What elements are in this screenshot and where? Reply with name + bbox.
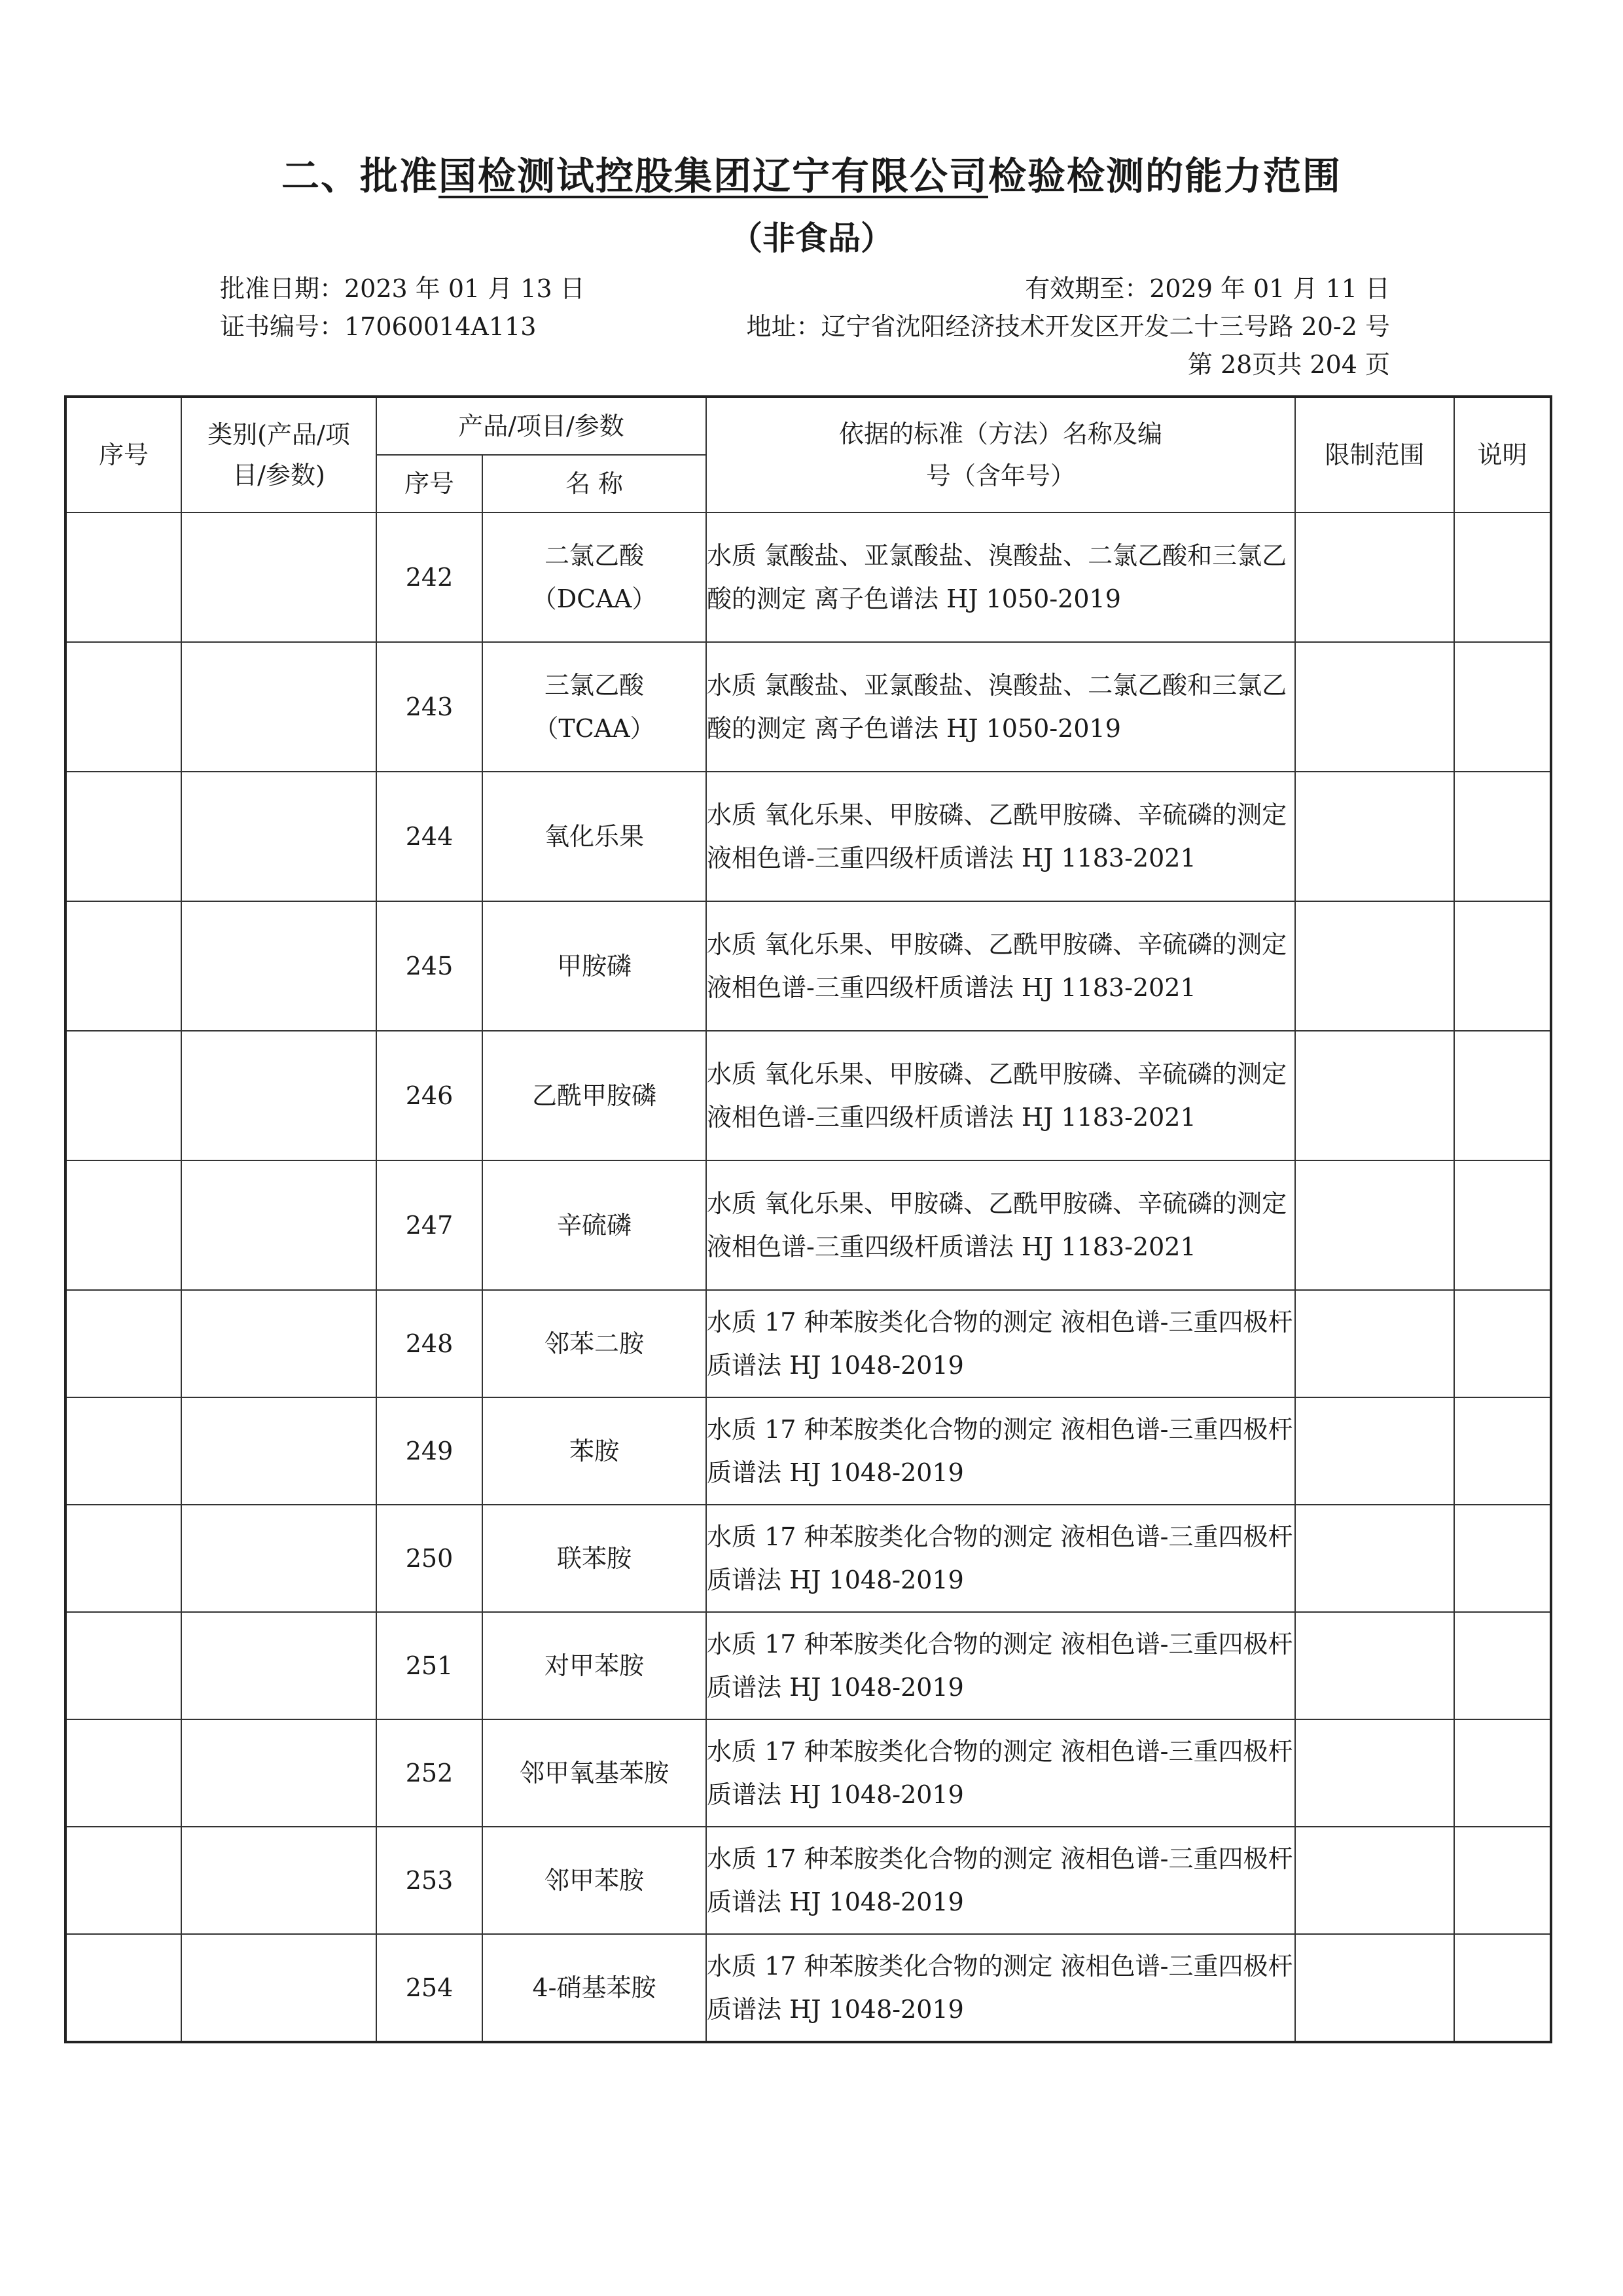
row-limit-cell [1295,1160,1454,1290]
row-limit-cell [1295,772,1454,901]
header-category-text: 类别(产品/项目/参数) [207,420,350,490]
row-item-name: 邻甲苯胺 [482,1827,706,1934]
row-category-cell [181,1612,376,1719]
row-note-cell [1454,1397,1551,1505]
header-note: 说明 [1454,397,1551,512]
row-item-name: 对甲苯胺 [482,1612,706,1719]
row-note-cell [1454,642,1551,772]
header-seq: 序号 [65,397,181,512]
row-item-name: 4-硝基苯胺 [482,1934,706,2042]
header-standard [706,397,1295,512]
row-standard: 水质 氧化乐果、甲胺磷、乙酰甲胺磷、辛硫磷的测定 液相色谱-三重四级杆质谱法 HJ 1183-2021 [706,1160,1295,1290]
row-limit-cell [1295,1505,1454,1612]
row-seq-cell [65,1031,181,1160]
row-item-name: 邻甲氧基苯胺 [482,1719,706,1827]
row-standard: 水质 氧化乐果、甲胺磷、乙酰甲胺磷、辛硫磷的测定 液相色谱-三重四级杆质谱法 HJ 1183-2021 [706,901,1295,1031]
row-item-name: 三氯乙酸（TCAA） [482,642,706,772]
table-row [65,1397,1551,1505]
row-item-number: 243 [376,642,482,772]
row-seq-cell [65,1505,181,1612]
row-standard: 水质 17 种苯胺类化合物的测定 液相色谱-三重四极杆质谱法 HJ 1048-2019 [706,1397,1295,1505]
row-limit-cell [1295,512,1454,642]
table-row [65,1031,1551,1160]
row-limit-cell [1295,1397,1454,1505]
row-note-cell [1454,1031,1551,1160]
row-item-number: 253 [376,1827,482,1934]
row-standard: 水质 17 种苯胺类化合物的测定 液相色谱-三重四极杆质谱法 HJ 1048-2019 [706,1719,1295,1827]
row-item-number: 245 [376,901,482,1031]
row-item-name: 联苯胺 [482,1505,706,1612]
row-note-cell [1454,512,1551,642]
row-seq-cell [65,512,181,642]
row-limit-cell [1295,1827,1454,1934]
row-note-cell [1454,772,1551,901]
row-category-cell [181,1719,376,1827]
row-seq-cell [65,1612,181,1719]
row-category-cell [181,901,376,1031]
row-item-name: 氧化乐果 [482,772,706,901]
row-seq-cell [65,772,181,901]
row-category-cell [181,512,376,642]
row-limit-cell [1295,1290,1454,1397]
row-standard: 水质 17 种苯胺类化合物的测定 液相色谱-三重四极杆质谱法 HJ 1048-2019 [706,1505,1295,1612]
address: 地址：辽宁省沈阳经济技术开发区开发二十三号路 20-2 号 [746,312,1390,341]
row-item-number: 254 [376,1934,482,2042]
row-seq-cell [65,1719,181,1827]
table-row [65,1290,1551,1397]
row-limit-cell [1295,1612,1454,1719]
row-standard: 水质 17 种苯胺类化合物的测定 液相色谱-三重四极杆质谱法 HJ 1048-2019 [706,1934,1295,2042]
row-item-number: 248 [376,1290,482,1397]
row-item-number: 242 [376,512,482,642]
row-seq-cell [65,1290,181,1397]
certificate-number: 证书编号：17060014A113 [220,312,537,341]
title-prefix: 二、批准 [281,154,438,198]
row-item-name: 乙酰甲胺磷 [482,1031,706,1160]
row-category-cell [181,1827,376,1934]
table-body [65,512,1551,2042]
row-item-name: 邻苯二胺 [482,1290,706,1397]
title-suffix: 检验检测的能力范围 [988,154,1342,198]
header-sub-seq: 序号 [376,455,482,512]
row-standard: 水质 17 种苯胺类化合物的测定 液相色谱-三重四极杆质谱法 HJ 1048-2019 [706,1612,1295,1719]
table-row [65,642,1551,772]
row-item-number: 251 [376,1612,482,1719]
table-row [65,1827,1551,1934]
row-seq-cell [65,642,181,772]
row-item-name: 甲胺磷 [482,901,706,1031]
row-category-cell [181,1934,376,2042]
header-sub-name: 名 称 [482,455,706,512]
row-note-cell [1454,1505,1551,1612]
header-limit: 限制范围 [1295,397,1454,512]
row-category-cell [181,1505,376,1612]
row-category-cell [181,642,376,772]
row-item-number: 249 [376,1397,482,1505]
page-title [0,145,1623,200]
capability-table [64,395,1552,2043]
table-row [65,1505,1551,1612]
row-item-number: 244 [376,772,482,901]
row-seq-cell [65,901,181,1031]
row-seq-cell [65,1934,181,2042]
table-row [65,1160,1551,1290]
row-note-cell [1454,1934,1551,2042]
row-seq-cell [65,1160,181,1290]
valid-until: 有效期至：2029 年 01 月 11 日 [1025,274,1390,303]
row-standard: 水质 17 种苯胺类化合物的测定 液相色谱-三重四极杆质谱法 HJ 1048-2019 [706,1827,1295,1934]
row-seq-cell [65,1827,181,1934]
row-category-cell [181,1290,376,1397]
table-row [65,1934,1551,2042]
row-item-name: 二氯乙酸（DCAA） [482,512,706,642]
table-row [65,1719,1551,1827]
row-category-cell [181,1031,376,1160]
table-row [65,901,1551,1031]
row-note-cell [1454,1612,1551,1719]
header-product-group: 产品/项目/参数 [376,397,706,455]
row-limit-cell [1295,1719,1454,1827]
row-note-cell [1454,1827,1551,1934]
title-org: 国检测试控股集团辽宁有限公司 [438,154,988,198]
row-standard: 水质 17 种苯胺类化合物的测定 液相色谱-三重四极杆质谱法 HJ 1048-2019 [706,1290,1295,1397]
table-row [65,772,1551,901]
row-item-number: 252 [376,1719,482,1827]
row-standard: 水质 氧化乐果、甲胺磷、乙酰甲胺磷、辛硫磷的测定 液相色谱-三重四级杆质谱法 HJ 1183-2021 [706,772,1295,901]
row-standard: 水质 氯酸盐、亚氯酸盐、溴酸盐、二氯乙酸和三氯乙酸的测定 离子色谱法 HJ 1050-2019 [706,642,1295,772]
row-item-name: 辛硫磷 [482,1160,706,1290]
row-limit-cell [1295,901,1454,1031]
row-limit-cell [1295,642,1454,772]
header-standard-text: 依据的标准（方法）名称及编号（含年号） [839,420,1163,490]
row-category-cell [181,1397,376,1505]
row-standard: 水质 氧化乐果、甲胺磷、乙酰甲胺磷、辛硫磷的测定 液相色谱-三重四级杆质谱法 HJ 1183-2021 [706,1031,1295,1160]
page-subtitle: （非食品） [730,219,893,257]
row-category-cell [181,772,376,901]
row-limit-cell [1295,1934,1454,2042]
page-number: 第 28页共 204 页 [1187,350,1390,379]
row-item-number: 247 [376,1160,482,1290]
row-item-number: 250 [376,1505,482,1612]
table-row [65,1612,1551,1719]
row-note-cell [1454,1290,1551,1397]
row-note-cell [1454,1160,1551,1290]
row-standard: 水质 氯酸盐、亚氯酸盐、溴酸盐、二氯乙酸和三氯乙酸的测定 离子色谱法 HJ 1050-2019 [706,512,1295,642]
row-item-name: 苯胺 [482,1397,706,1505]
table-row [65,512,1551,642]
row-seq-cell [65,1397,181,1505]
header-category [181,397,376,512]
row-note-cell [1454,1719,1551,1827]
row-category-cell [181,1160,376,1290]
row-item-number: 246 [376,1031,482,1160]
row-note-cell [1454,901,1551,1031]
approval-date: 批准日期：2023 年 01 月 13 日 [220,274,585,303]
row-limit-cell [1295,1031,1454,1160]
